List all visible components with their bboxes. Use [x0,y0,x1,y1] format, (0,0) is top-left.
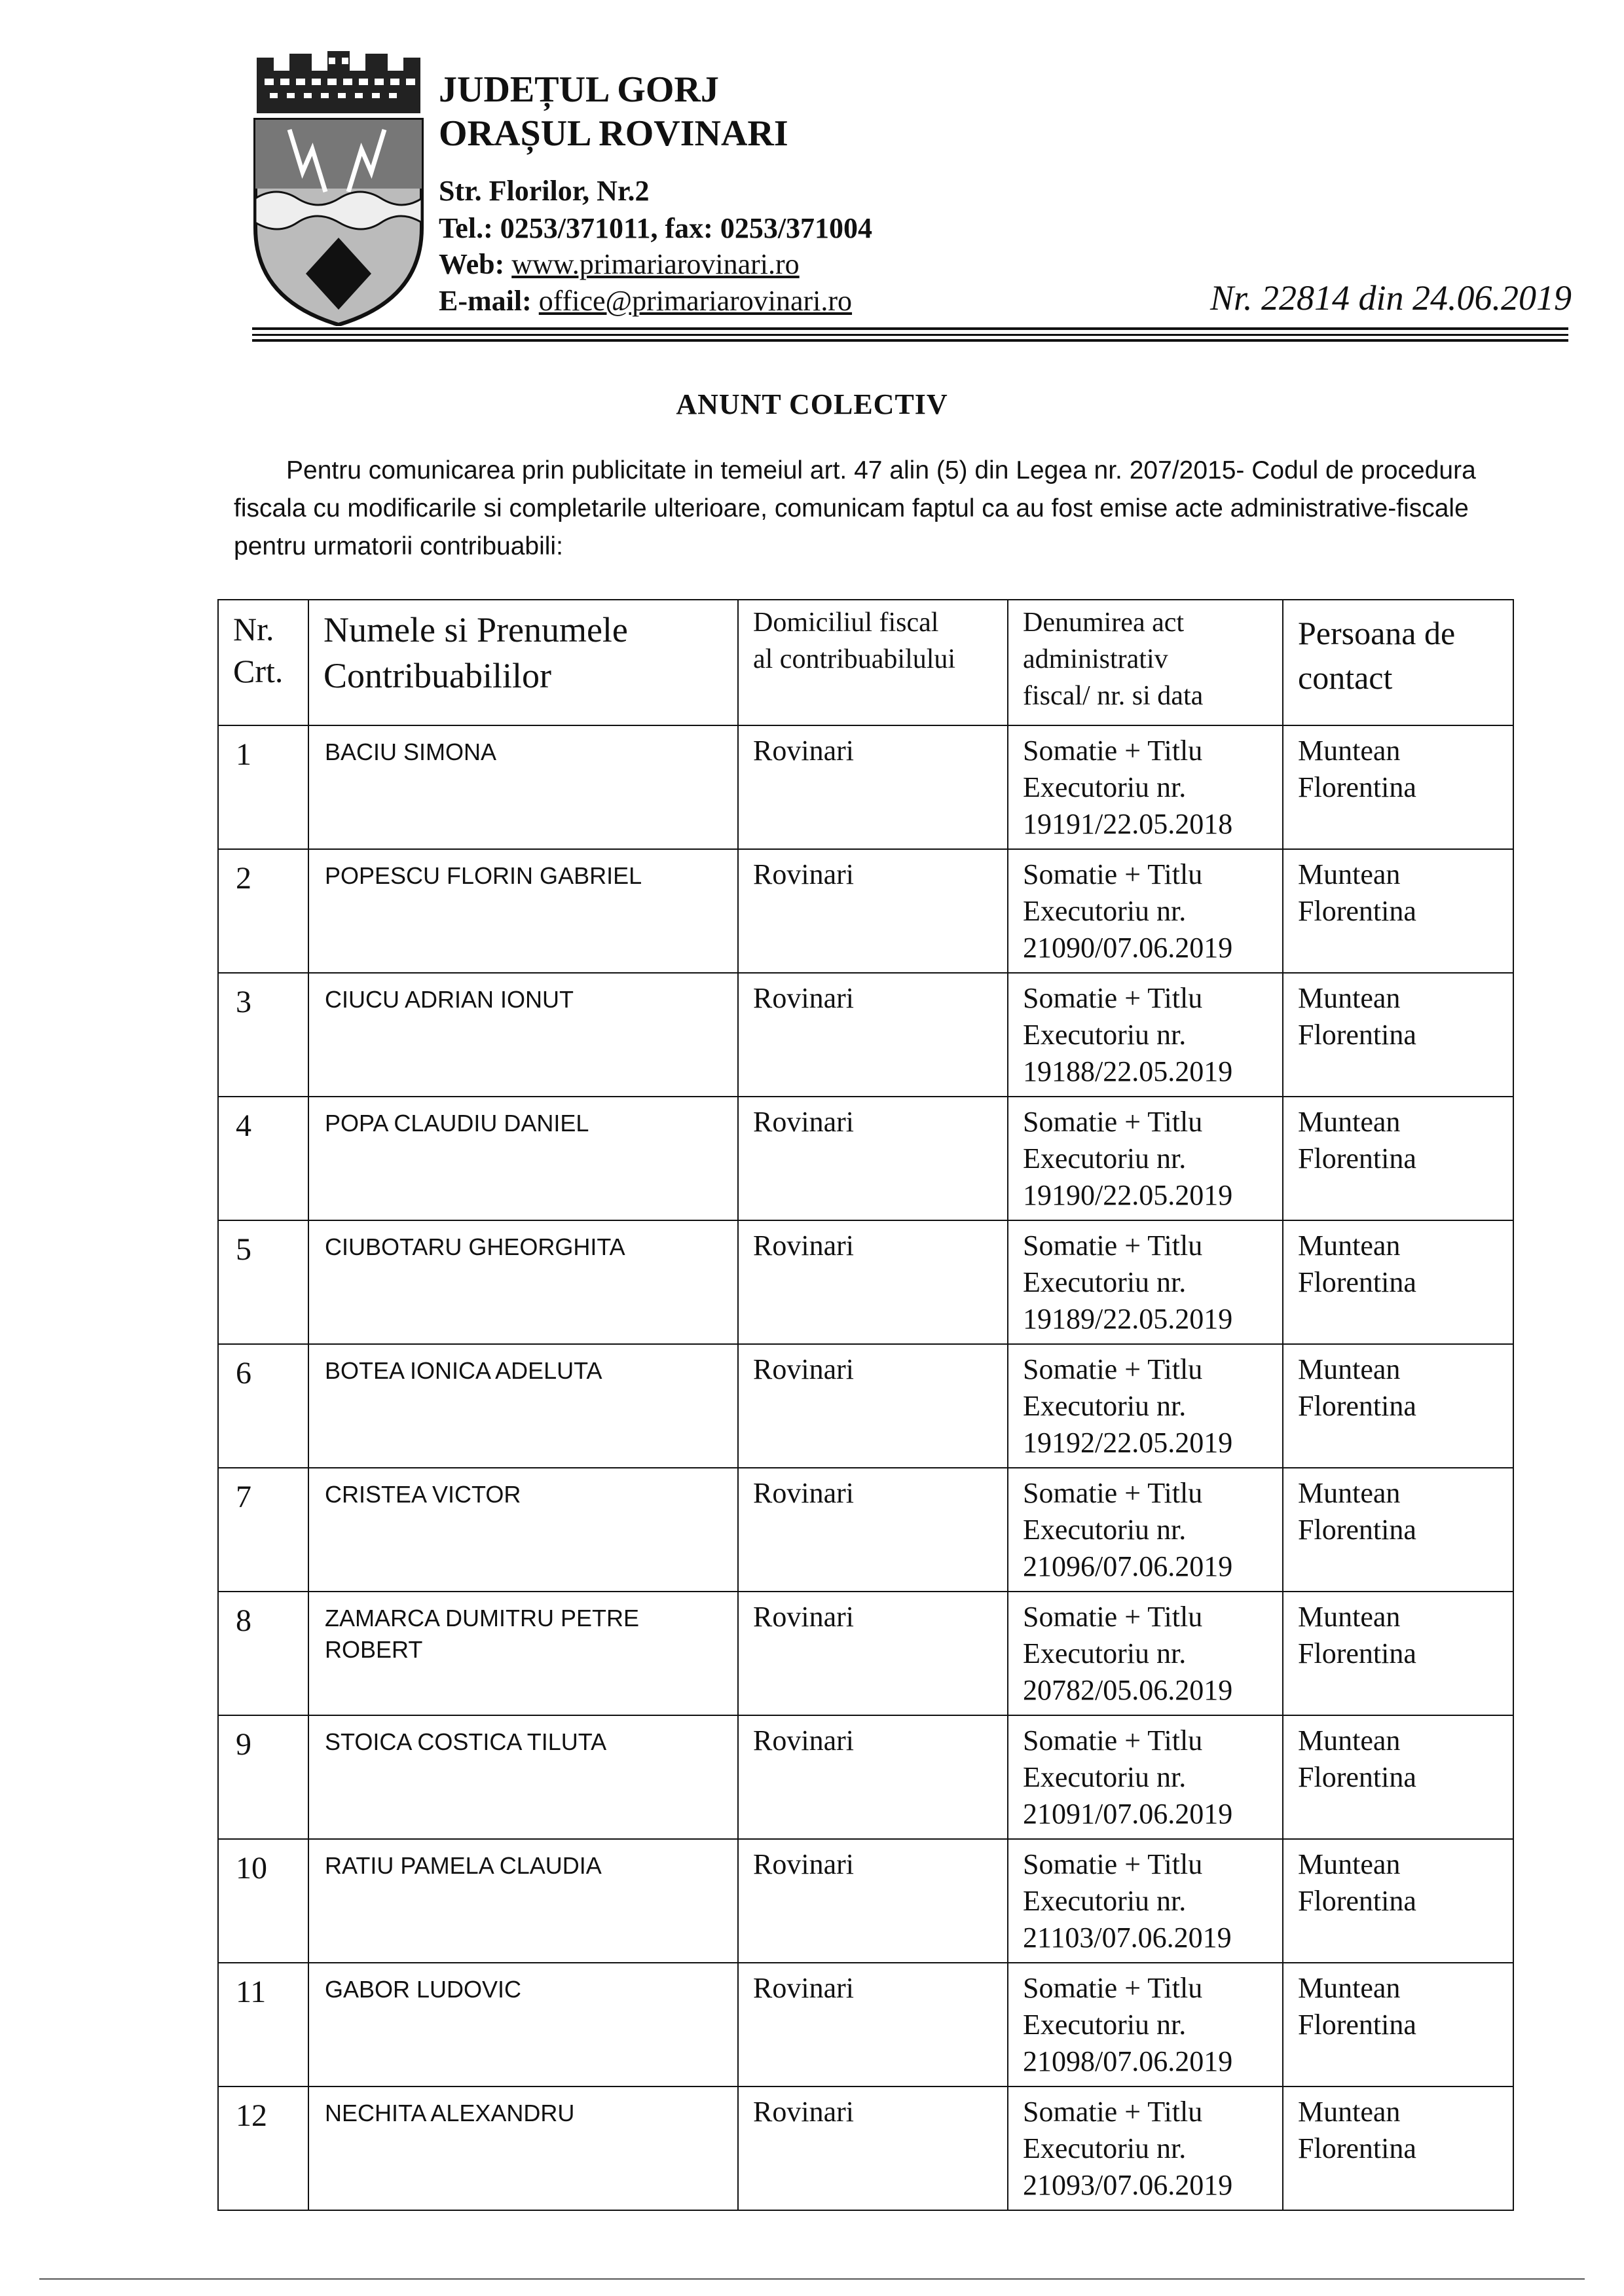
table-row [218,1097,1513,1220]
fiscal-domicile: Rovinari [738,1220,1008,1344]
fiscal-domicile: Rovinari [738,1344,1008,1468]
taxpayer-name: POPESCU FLORIN GABRIEL [308,849,738,973]
taxpayers-table [217,599,1514,2211]
web-link[interactable]: www.primariarovinari.ro [511,248,800,280]
header-name: Numele si Prenumele Contribuabililor [308,600,738,725]
administrative-act: Somatie + Titlu Executoriu nr. 19191/22.05.2018 [1008,725,1283,849]
taxpayer-name: POPA CLAUDIU DANIEL [308,1097,738,1220]
fax-label: , fax: [650,212,713,244]
contact-person: Muntean Florentina [1283,1715,1513,1839]
row-number: 9 [218,1715,308,1839]
intro-paragraph: Pentru comunicarea prin publicitate in temeiul art. 47 alin (5) din Legea nr. 207/2015- Codul de procedura fiscala cu modificarile si completarile ulterioare, comunicam faptul ca au fost emise acte administrative-fiscale pentru urmatorii contribuabili: [234,456,1476,560]
taxpayer-name: RATIU PAMELA CLAUDIA [308,1839,738,1963]
table-row [218,1592,1513,1715]
taxpayer-name: CIUBOTARU GHEORGHITA [308,1220,738,1344]
header-divider [252,334,1568,336]
row-number: 7 [218,1468,308,1592]
administrative-act: Somatie + Titlu Executoriu nr. 19192/22.05.2019 [1008,1344,1283,1468]
administrative-act: Somatie + Titlu Executoriu nr. 21090/07.06.2019 [1008,849,1283,973]
header-act: Denumirea act administrativ fiscal/ nr. si data [1008,600,1283,725]
table-row [218,725,1513,849]
fiscal-domicile: Rovinari [738,1963,1008,2086]
contact-person: Muntean Florentina [1283,1220,1513,1344]
county-name: JUDEȚUL GORJ [439,69,719,110]
contact-person: Muntean Florentina [1283,1344,1513,1468]
table-row [218,1468,1513,1592]
table-row [218,1715,1513,1839]
administrative-act: Somatie + Titlu Executoriu nr. 21096/07.06.2019 [1008,1468,1283,1592]
row-number: 1 [218,725,308,849]
administrative-act: Somatie + Titlu Executoriu nr. 20782/05.06.2019 [1008,1592,1283,1715]
fiscal-domicile: Rovinari [738,2086,1008,2210]
fiscal-domicile: Rovinari [738,849,1008,973]
administrative-act: Somatie + Titlu Executoriu nr. 21093/07.06.2019 [1008,2086,1283,2210]
contact-person: Muntean Florentina [1283,1468,1513,1592]
fiscal-domicile: Rovinari [738,1592,1008,1715]
table-row [218,973,1513,1097]
header-nr: Nr. Crt. [218,600,308,725]
taxpayer-name: BACIU SIMONA [308,725,738,849]
fiscal-domicile: Rovinari [738,725,1008,849]
taxpayer-name: CRISTEA VICTOR [308,1468,738,1592]
row-number: 12 [218,2086,308,2210]
table-row [218,2086,1513,2210]
header-divider [252,327,1568,330]
phone-fax-line [439,211,872,245]
administrative-act: Somatie + Titlu Executoriu nr. 21091/07.06.2019 [1008,1715,1283,1839]
header-contact: Persoana de contact [1283,600,1513,725]
phone-label: Tel.: [439,212,493,244]
table-row [218,1963,1513,2086]
administrative-act: Somatie + Titlu Executoriu nr. 21098/07.06.2019 [1008,1963,1283,2086]
contact-person: Muntean Florentina [1283,1963,1513,2086]
document-title: ANUNT COLECTIV [676,388,948,420]
contact-person: Muntean Florentina [1283,725,1513,849]
contact-person: Muntean Florentina [1283,1097,1513,1220]
email-link[interactable]: office@primariarovinari.ro [538,285,853,317]
administrative-act: Somatie + Titlu Executoriu nr. 19188/22.05.2019 [1008,973,1283,1097]
email-line [439,284,852,318]
taxpayer-name: CIUCU ADRIAN IONUT [308,973,738,1097]
table-row [218,1839,1513,1963]
taxpayer-name: NECHITA ALEXANDRU [308,2086,738,2210]
town-name: ORAȘUL ROVINARI [439,113,788,154]
contact-person: Muntean Florentina [1283,2086,1513,2210]
coat-of-arms-logo [250,51,427,326]
fiscal-domicile: Rovinari [738,1097,1008,1220]
administrative-act: Somatie + Titlu Executoriu nr. 19190/22.05.2019 [1008,1097,1283,1220]
street-address: Str. Florilor, Nr.2 [439,175,650,207]
administrative-act: Somatie + Titlu Executoriu nr. 19189/22.05.2019 [1008,1220,1283,1344]
row-number: 10 [218,1839,308,1963]
taxpayer-name: GABOR LUDOVIC [308,1963,738,2086]
fax-number: 0253/371004 [720,212,873,244]
table-row [218,849,1513,973]
contact-person: Muntean Florentina [1283,973,1513,1097]
header-divider [252,339,1568,342]
row-number: 5 [218,1220,308,1344]
web-label: Web: [439,248,505,280]
web-line [439,247,800,281]
row-number: 2 [218,849,308,973]
taxpayer-name: ZAMARCA DUMITRU PETRE ROBERT [308,1592,738,1715]
row-number: 11 [218,1963,308,2086]
row-number: 6 [218,1344,308,1468]
administrative-act: Somatie + Titlu Executoriu nr. 21103/07.06.2019 [1008,1839,1283,1963]
registration-number: Nr. 22814 din 24.06.2019 [1209,278,1572,318]
row-number: 4 [218,1097,308,1220]
fiscal-domicile: Rovinari [738,1715,1008,1839]
fiscal-domicile: Rovinari [738,1468,1008,1592]
table-header-row [218,600,1513,725]
header-domicile: Domiciliul fiscal al contribuabilului [738,600,1008,725]
contact-person: Muntean Florentina [1283,1839,1513,1963]
table-row [218,1344,1513,1468]
email-label: E-mail: [439,285,532,317]
fiscal-domicile: Rovinari [738,973,1008,1097]
contact-person: Muntean Florentina [1283,849,1513,973]
fiscal-domicile: Rovinari [738,1839,1008,1963]
row-number: 3 [218,973,308,1097]
taxpayer-name: STOICA COSTICA TILUTA [308,1715,738,1839]
row-number: 8 [218,1592,308,1715]
taxpayer-name: BOTEA IONICA ADELUTA [308,1344,738,1468]
contact-person: Muntean Florentina [1283,1592,1513,1715]
table-row [218,1220,1513,1344]
phone-number: 0253/371011 [500,212,651,244]
footer-divider [39,2278,1585,2280]
